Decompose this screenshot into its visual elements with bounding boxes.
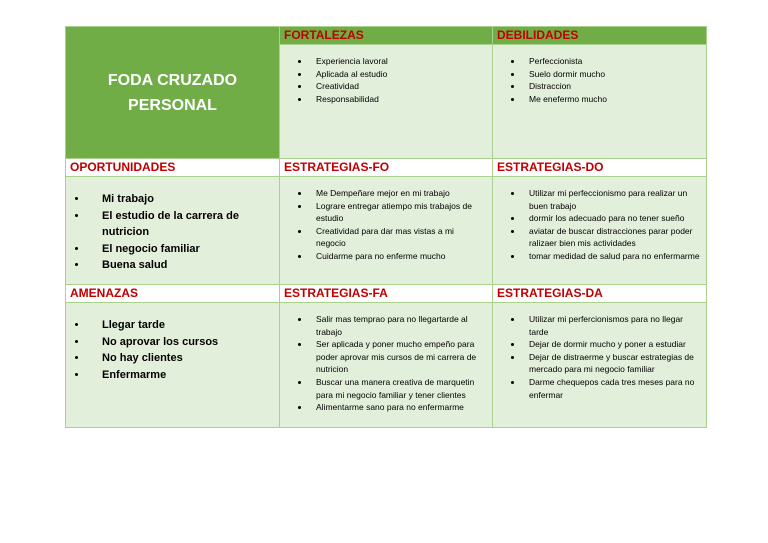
estrategias-do-cell — [493, 177, 707, 285]
estrategias-fa-list — [280, 313, 486, 414]
list-item: • Me enefermo mucho — [523, 93, 700, 106]
list-item: • Responsabilidad — [310, 93, 486, 106]
list-item: • El negocio familiar — [88, 241, 273, 258]
list-item: • Mi trabajo — [88, 191, 273, 208]
debilidades-cell — [493, 45, 707, 159]
list-item: • No hay clientes — [88, 350, 273, 367]
fortalezas-header: FORTALEZAS — [280, 27, 493, 45]
list-item: • Creatividad para dar mas vistas a mi negocio — [310, 225, 486, 250]
list-item: • Salir mas temprao para no llegartarde al trabajo — [310, 313, 486, 338]
list-item: • Distraccion — [523, 80, 700, 93]
estrategias-fo-header: ESTRATEGIAS-FO — [280, 159, 493, 177]
list-item: • Ser aplicada y poner mucho empeño para poder aprovar mis cursos de mi carrera de nutricion — [310, 338, 486, 376]
debilidades-list — [493, 55, 700, 105]
foda-table — [65, 26, 707, 428]
list-item: • Creatividad — [310, 80, 486, 93]
list-item: • Suelo dormir mucho — [523, 68, 700, 81]
list-item: • Dejar de distraerme y buscar estrategias de mercado para mi negocio familiar — [523, 351, 700, 376]
estrategias-fo-list — [280, 187, 486, 263]
estrategias-da-cell — [493, 303, 707, 428]
fortalezas-list — [280, 55, 486, 105]
list-item: • Aplicada al estudio — [310, 68, 486, 81]
estrategias-do-header: ESTRATEGIAS-DO — [493, 159, 707, 177]
estrategias-da-header: ESTRATEGIAS-DA — [493, 285, 707, 303]
list-item: • Buena salud — [88, 257, 273, 274]
list-item: • Lograre entregar atiempo mis trabajos de estudio — [310, 200, 486, 225]
list-item: • Experiencia lavoral — [310, 55, 486, 68]
list-item: • Dejar de dormir mucho y poner a estudiar — [523, 338, 700, 351]
estrategias-fa-cell — [280, 303, 493, 428]
foda-title-line1: FODA CRUZADO — [107, 71, 238, 89]
amenazas-list — [66, 317, 273, 383]
amenazas-header: AMENAZAS — [66, 285, 280, 303]
estrategias-do-list — [493, 187, 700, 263]
foda-title-line2: PERSONAL — [128, 96, 217, 114]
list-item: • aviatar de buscar distracciones parar poder ralizaer bien mis actividades — [523, 225, 700, 250]
list-item: • Me Dempeñare mejor en mi trabajo — [310, 187, 486, 200]
amenazas-cell — [66, 303, 280, 428]
estrategias-fo-cell — [280, 177, 493, 285]
list-item: • Cuidarme para no enferme mucho — [310, 250, 486, 263]
oportunidades-list — [66, 191, 273, 274]
list-item: • Perfeccionista — [523, 55, 700, 68]
fortalezas-cell — [280, 45, 493, 159]
estrategias-fa-header: ESTRATEGIAS-FA — [280, 285, 493, 303]
list-item: • Alimentarme sano para no enfermarme — [310, 401, 486, 414]
list-item: • Buscar una manera creativa de marquetin para mi negocio familiar y tener clientes — [310, 376, 486, 401]
list-item: • Utilizar mi perfercionismos para no llegar tarde — [523, 313, 700, 338]
list-item: • Enfermarme — [88, 367, 273, 384]
foda-title-cell — [66, 27, 280, 159]
list-item: • dormir los adecuado para no tener sueño — [523, 212, 700, 225]
list-item: • Llegar tarde — [88, 317, 273, 334]
list-item: • No aprovar los cursos — [88, 334, 273, 351]
oportunidades-cell — [66, 177, 280, 285]
list-item: • tomar medidad de salud para no enfermarme — [523, 250, 700, 263]
list-item: • Utilizar mi perfeccionismo para realizar un buen trabajo — [523, 187, 700, 212]
list-item: • El estudio de la carrera de nutricion — [88, 208, 273, 241]
estrategias-da-list — [493, 313, 700, 401]
debilidades-header: DEBILIDADES — [493, 27, 707, 45]
oportunidades-header: OPORTUNIDADES — [66, 159, 280, 177]
list-item: • Darme chequepos cada tres meses para no enfermar — [523, 376, 700, 401]
